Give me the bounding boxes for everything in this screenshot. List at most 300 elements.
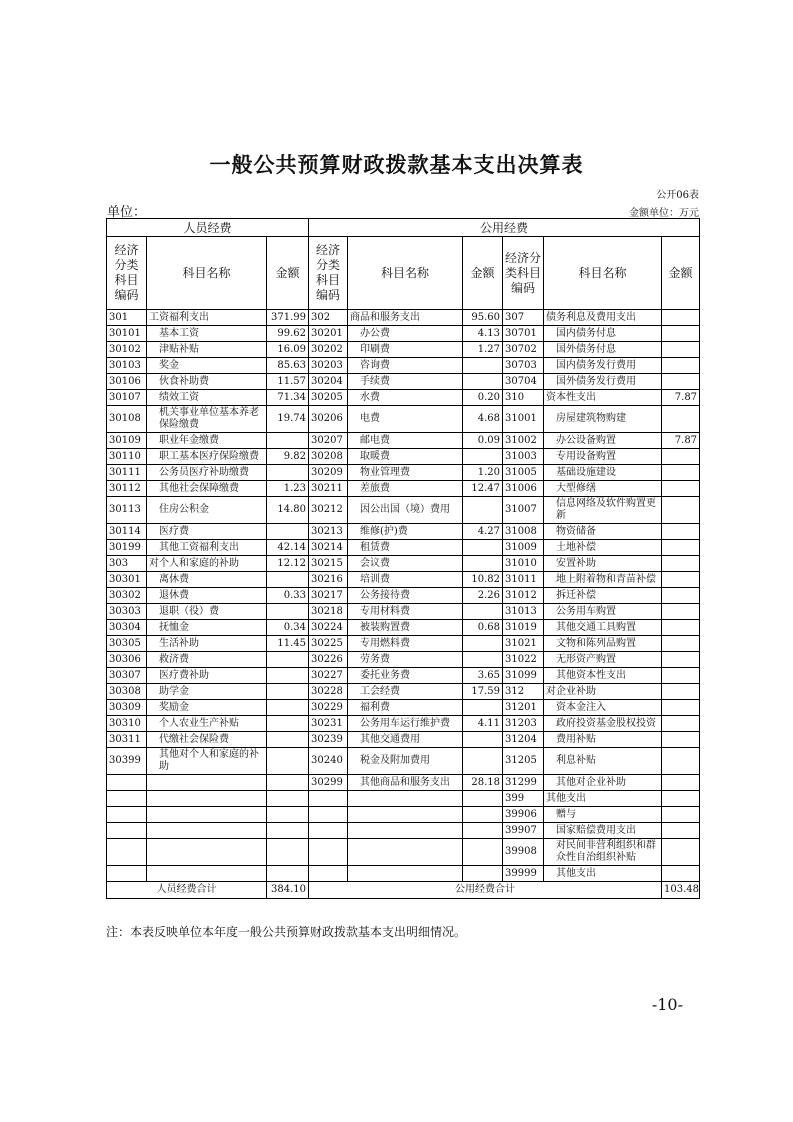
code-cell: 302 [309, 310, 348, 326]
name-cell: 伙食补助费 [147, 374, 267, 390]
code-cell: 30205 [309, 390, 348, 406]
name-cell: 印刷费 [348, 342, 463, 358]
name-cell [348, 866, 463, 882]
name-cell: 职工基本医疗保险缴费 [147, 449, 267, 465]
amount-header: 金额 [267, 237, 309, 310]
code-cell: 30299 [309, 775, 348, 791]
amount-cell: 10.82 [463, 572, 503, 588]
name-cell: 维修(护)费 [348, 524, 463, 540]
code-header: 经济分类科目编码 [309, 237, 348, 310]
name-cell: 拆迁补偿 [544, 588, 662, 604]
code-cell: 39907 [503, 823, 544, 839]
code-cell: 30111 [107, 465, 147, 481]
personnel-total-label: 人员经费合计 [107, 882, 267, 899]
code-cell: 30214 [309, 540, 348, 556]
amount-cell [662, 604, 700, 620]
amount-cell [267, 839, 309, 866]
table-row [107, 481, 700, 497]
code-cell: 31019 [503, 620, 544, 636]
amount-cell: 0.68 [463, 620, 503, 636]
code-cell: 31204 [503, 732, 544, 748]
name-cell: 国内债务付息 [544, 326, 662, 342]
name-cell: 工资福利支出 [147, 310, 267, 326]
name-cell: 医疗费 [147, 524, 267, 540]
code-cell: 30229 [309, 700, 348, 716]
amount-cell [267, 572, 309, 588]
name-cell: 专用设备购置 [544, 449, 662, 465]
code-cell: 39999 [503, 866, 544, 882]
column-header-row [107, 237, 700, 310]
name-cell: 公务员医疗补助缴费 [147, 465, 267, 481]
code-cell: 310 [503, 390, 544, 406]
name-cell: 信息网络及软件购置更新 [544, 497, 662, 524]
code-cell [309, 823, 348, 839]
amount-cell: 14.80 [267, 497, 309, 524]
table-row [107, 572, 700, 588]
code-cell: 307 [503, 310, 544, 326]
code-cell: 312 [503, 684, 544, 700]
code-cell [309, 866, 348, 882]
code-cell: 30303 [107, 604, 147, 620]
name-cell: 公务用车运行维护费 [348, 716, 463, 732]
code-cell: 30199 [107, 540, 147, 556]
code-cell: 30113 [107, 497, 147, 524]
amount-cell [662, 807, 700, 823]
amount-cell [662, 540, 700, 556]
name-cell: 其他交通费用 [348, 732, 463, 748]
name-cell: 救济费 [147, 652, 267, 668]
code-cell: 31021 [503, 636, 544, 652]
name-cell: 文物和陈列品购置 [544, 636, 662, 652]
public-group-header: 公用经费 [309, 219, 700, 237]
name-cell [147, 791, 267, 807]
amount-cell [267, 732, 309, 748]
code-cell: 30224 [309, 620, 348, 636]
code-cell: 31203 [503, 716, 544, 732]
code-cell: 30106 [107, 374, 147, 390]
code-cell: 30112 [107, 481, 147, 497]
code-cell: 31002 [503, 433, 544, 449]
table-row [107, 524, 700, 540]
code-cell: 30110 [107, 449, 147, 465]
code-cell [107, 839, 147, 866]
amount-cell [463, 700, 503, 716]
amount-cell [662, 310, 700, 326]
name-cell: 土地补偿 [544, 540, 662, 556]
code-cell: 303 [107, 556, 147, 572]
amount-cell [662, 620, 700, 636]
group-header-row [107, 219, 700, 237]
amount-cell: 0.34 [267, 620, 309, 636]
code-cell: 30208 [309, 449, 348, 465]
amount-cell: 0.20 [463, 390, 503, 406]
code-cell: 30704 [503, 374, 544, 390]
code-cell: 31011 [503, 572, 544, 588]
amount-cell: 7.87 [662, 433, 700, 449]
amount-cell: 7.87 [662, 390, 700, 406]
amount-cell [463, 791, 503, 807]
amount-cell [662, 465, 700, 481]
amount-cell: 3.65 [463, 668, 503, 684]
name-cell: 医疗费补助 [147, 668, 267, 684]
table-row [107, 732, 700, 748]
table-row [107, 748, 700, 775]
amount-cell: 99.62 [267, 326, 309, 342]
table-row [107, 604, 700, 620]
name-cell: 基础设施建设 [544, 465, 662, 481]
amount-cell: 4.13 [463, 326, 503, 342]
name-cell: 津贴补贴 [147, 342, 267, 358]
table-row [107, 791, 700, 807]
name-cell [348, 839, 463, 866]
amount-cell: 371.99 [267, 310, 309, 326]
name-cell: 其他对个人和家庭的补助 [147, 748, 267, 775]
amount-cell [662, 823, 700, 839]
amount-cell [267, 775, 309, 791]
code-cell: 31299 [503, 775, 544, 791]
code-cell: 30304 [107, 620, 147, 636]
table-row [107, 716, 700, 732]
amount-cell [267, 748, 309, 775]
name-cell: 差旅费 [348, 481, 463, 497]
table-row [107, 497, 700, 524]
code-cell: 30109 [107, 433, 147, 449]
name-cell: 邮电费 [348, 433, 463, 449]
name-cell: 其他商品和服务支出 [348, 775, 463, 791]
name-cell: 电费 [348, 406, 463, 433]
code-cell: 301 [107, 310, 147, 326]
amount-cell [267, 465, 309, 481]
amount-cell: 11.57 [267, 374, 309, 390]
name-cell [147, 823, 267, 839]
code-cell: 31003 [503, 449, 544, 465]
amount-cell: 1.23 [267, 481, 309, 497]
name-cell: 因公出国（境）费用 [348, 497, 463, 524]
code-cell: 30114 [107, 524, 147, 540]
table-row [107, 465, 700, 481]
name-cell: 代缴社会保险费 [147, 732, 267, 748]
table-row [107, 652, 700, 668]
code-cell: 30107 [107, 390, 147, 406]
name-cell: 无形资产购置 [544, 652, 662, 668]
code-cell: 39906 [503, 807, 544, 823]
name-header: 科目名称 [544, 237, 662, 310]
code-cell: 30108 [107, 406, 147, 433]
code-header: 经济分类科目编码 [503, 237, 544, 310]
amount-header: 金额 [463, 237, 503, 310]
amount-cell [463, 823, 503, 839]
page-title: 一般公共预算财政拨款基本支出决算表 [209, 152, 584, 177]
table-row [107, 449, 700, 465]
table-row [107, 433, 700, 449]
name-cell: 专用材料费 [348, 604, 463, 620]
amount-cell: 1.27 [463, 342, 503, 358]
name-cell: 其他交通工具购置 [544, 620, 662, 636]
name-cell: 抚恤金 [147, 620, 267, 636]
amount-cell [662, 406, 700, 433]
amount-cell: 12.12 [267, 556, 309, 572]
amount-cell: 85.63 [267, 358, 309, 374]
amount-cell [267, 791, 309, 807]
amount-cell [267, 866, 309, 882]
code-cell: 30227 [309, 668, 348, 684]
name-cell: 债务利息及费用支出 [544, 310, 662, 326]
code-cell: 30206 [309, 406, 348, 433]
name-cell [147, 839, 267, 866]
amount-cell [662, 481, 700, 497]
amount-cell [662, 748, 700, 775]
table-row [107, 310, 700, 326]
name-cell: 生活补助 [147, 636, 267, 652]
amount-cell: 17.59 [463, 684, 503, 700]
amount-cell [662, 572, 700, 588]
amount-cell [463, 636, 503, 652]
amount-cell [662, 358, 700, 374]
code-cell [107, 823, 147, 839]
name-cell [348, 807, 463, 823]
name-cell: 助学金 [147, 684, 267, 700]
name-cell: 费用补贴 [544, 732, 662, 748]
name-cell: 赠与 [544, 807, 662, 823]
code-cell: 31001 [503, 406, 544, 433]
code-cell: 30216 [309, 572, 348, 588]
amount-cell [463, 604, 503, 620]
code-cell [309, 807, 348, 823]
code-cell: 30231 [309, 716, 348, 732]
name-cell: 国内债务发行费用 [544, 358, 662, 374]
code-cell: 31010 [503, 556, 544, 572]
code-cell: 30201 [309, 326, 348, 342]
code-cell: 31005 [503, 465, 544, 481]
amount-cell [662, 497, 700, 524]
code-cell: 30103 [107, 358, 147, 374]
name-cell: 其他对企业补助 [544, 775, 662, 791]
code-cell: 31099 [503, 668, 544, 684]
amount-cell: 4.68 [463, 406, 503, 433]
name-cell: 咨询费 [348, 358, 463, 374]
table-row [107, 823, 700, 839]
name-cell: 其他资本性支出 [544, 668, 662, 684]
code-cell: 30309 [107, 700, 147, 716]
code-cell: 31022 [503, 652, 544, 668]
name-cell: 基本工资 [147, 326, 267, 342]
amount-cell: 4.27 [463, 524, 503, 540]
amount-cell: 1.20 [463, 465, 503, 481]
name-cell: 机关事业单位基本养老保险缴费 [147, 406, 267, 433]
amount-cell [267, 823, 309, 839]
amount-cell [463, 540, 503, 556]
code-cell [309, 839, 348, 866]
amount-cell: 4.11 [463, 716, 503, 732]
amount-cell [463, 748, 503, 775]
amount-cell [463, 449, 503, 465]
name-header: 科目名称 [348, 237, 463, 310]
table-row [107, 684, 700, 700]
code-cell: 30212 [309, 497, 348, 524]
table-row [107, 839, 700, 866]
code-cell: 30307 [107, 668, 147, 684]
amount-cell [267, 807, 309, 823]
amount-cell [267, 433, 309, 449]
amount-cell [267, 716, 309, 732]
table-row [107, 866, 700, 882]
code-cell: 31013 [503, 604, 544, 620]
name-cell: 其他支出 [544, 866, 662, 882]
table-row [107, 588, 700, 604]
name-cell: 国外债务发行费用 [544, 374, 662, 390]
name-cell: 资本性支出 [544, 390, 662, 406]
form-number: 公开06表 [656, 190, 699, 201]
code-cell: 30101 [107, 326, 147, 342]
table-row [107, 636, 700, 652]
amount-cell: 71.34 [267, 390, 309, 406]
code-cell: 31201 [503, 700, 544, 716]
amount-cell [267, 524, 309, 540]
amount-cell: 16.09 [267, 342, 309, 358]
amount-cell [267, 684, 309, 700]
totals-row [107, 882, 700, 899]
table-row [107, 326, 700, 342]
code-cell: 31008 [503, 524, 544, 540]
amount-cell [463, 374, 503, 390]
name-cell: 被装购置费 [348, 620, 463, 636]
name-cell: 其他支出 [544, 791, 662, 807]
table-row [107, 406, 700, 433]
public-total-label: 公用经费合计 [309, 882, 662, 899]
name-cell: 退职（役）费 [147, 604, 267, 620]
amount-cell [463, 358, 503, 374]
amount-cell [267, 652, 309, 668]
amount-cell [662, 700, 700, 716]
name-cell: 离休费 [147, 572, 267, 588]
name-cell: 物业管理费 [348, 465, 463, 481]
name-cell: 委托业务费 [348, 668, 463, 684]
code-cell: 30302 [107, 588, 147, 604]
table-row [107, 807, 700, 823]
name-cell [147, 775, 267, 791]
name-cell: 奖励金 [147, 700, 267, 716]
name-cell: 劳务费 [348, 652, 463, 668]
code-cell: 30399 [107, 748, 147, 775]
name-cell: 房屋建筑物购建 [544, 406, 662, 433]
code-cell: 30202 [309, 342, 348, 358]
name-cell: 绩效工资 [147, 390, 267, 406]
name-cell: 资本金注入 [544, 700, 662, 716]
code-cell: 31006 [503, 481, 544, 497]
table-row [107, 556, 700, 572]
amount-cell [662, 866, 700, 882]
code-cell: 30240 [309, 748, 348, 775]
amount-cell [662, 449, 700, 465]
code-cell [107, 775, 147, 791]
code-cell: 30308 [107, 684, 147, 700]
code-cell: 30209 [309, 465, 348, 481]
amount-cell [463, 866, 503, 882]
table-row [107, 358, 700, 374]
name-cell: 专用燃料费 [348, 636, 463, 652]
code-header: 经济分类科目编码 [107, 237, 147, 310]
name-cell: 公务接待费 [348, 588, 463, 604]
amount-cell [662, 636, 700, 652]
amount-cell [662, 652, 700, 668]
code-cell: 30217 [309, 588, 348, 604]
name-cell: 公务用车购置 [544, 604, 662, 620]
public-total-value: 103.48 [662, 882, 700, 899]
name-cell: 物资储备 [544, 524, 662, 540]
code-cell: 30239 [309, 732, 348, 748]
code-cell: 30218 [309, 604, 348, 620]
name-cell: 大型修缮 [544, 481, 662, 497]
code-cell: 30226 [309, 652, 348, 668]
amount-cell [662, 588, 700, 604]
code-cell [107, 791, 147, 807]
amount-cell [463, 497, 503, 524]
amount-cell: 11.45 [267, 636, 309, 652]
amount-cell [267, 604, 309, 620]
code-cell: 30701 [503, 326, 544, 342]
amount-cell [662, 342, 700, 358]
name-cell: 福利费 [348, 700, 463, 716]
amount-cell: 0.33 [267, 588, 309, 604]
table-row [107, 390, 700, 406]
code-cell: 39908 [503, 839, 544, 866]
amount-cell: 2.26 [463, 588, 503, 604]
amount-cell [662, 732, 700, 748]
code-cell: 30306 [107, 652, 147, 668]
name-cell: 对企业补助 [544, 684, 662, 700]
amount-cell [463, 839, 503, 866]
code-cell: 30204 [309, 374, 348, 390]
amount-cell [662, 524, 700, 540]
name-cell: 退休费 [147, 588, 267, 604]
code-cell: 30228 [309, 684, 348, 700]
name-cell: 政府投资基金股权投资 [544, 716, 662, 732]
name-cell: 手续费 [348, 374, 463, 390]
code-cell: 31009 [503, 540, 544, 556]
name-cell [348, 823, 463, 839]
name-cell: 安置补助 [544, 556, 662, 572]
name-cell: 对个人和家庭的补助 [147, 556, 267, 572]
amount-cell [662, 668, 700, 684]
name-cell: 地上附着物和青苗补偿 [544, 572, 662, 588]
name-header: 科目名称 [147, 237, 267, 310]
table-row [107, 540, 700, 556]
name-cell: 办公设备购置 [544, 433, 662, 449]
name-cell: 培训费 [348, 572, 463, 588]
name-cell: 商品和服务支出 [348, 310, 463, 326]
code-cell: 399 [503, 791, 544, 807]
amount-cell [662, 791, 700, 807]
page-number: -10- [651, 995, 683, 1014]
code-cell: 30213 [309, 524, 348, 540]
code-cell [107, 866, 147, 882]
amount-cell [463, 732, 503, 748]
amount-cell: 28.18 [463, 775, 503, 791]
personnel-total-value: 384.10 [267, 882, 309, 899]
name-cell: 税金及附加费用 [348, 748, 463, 775]
amount-cell [463, 807, 503, 823]
name-cell: 办公费 [348, 326, 463, 342]
name-cell: 水费 [348, 390, 463, 406]
code-cell: 30215 [309, 556, 348, 572]
name-cell: 国外债务付息 [544, 342, 662, 358]
amount-cell: 12.47 [463, 481, 503, 497]
name-cell: 国家赔偿费用支出 [544, 823, 662, 839]
name-cell: 对民间非营利组织和群众性自治组织补贴 [544, 839, 662, 866]
amount-cell [662, 556, 700, 572]
amount-cell [662, 684, 700, 700]
name-cell: 利息补贴 [544, 748, 662, 775]
